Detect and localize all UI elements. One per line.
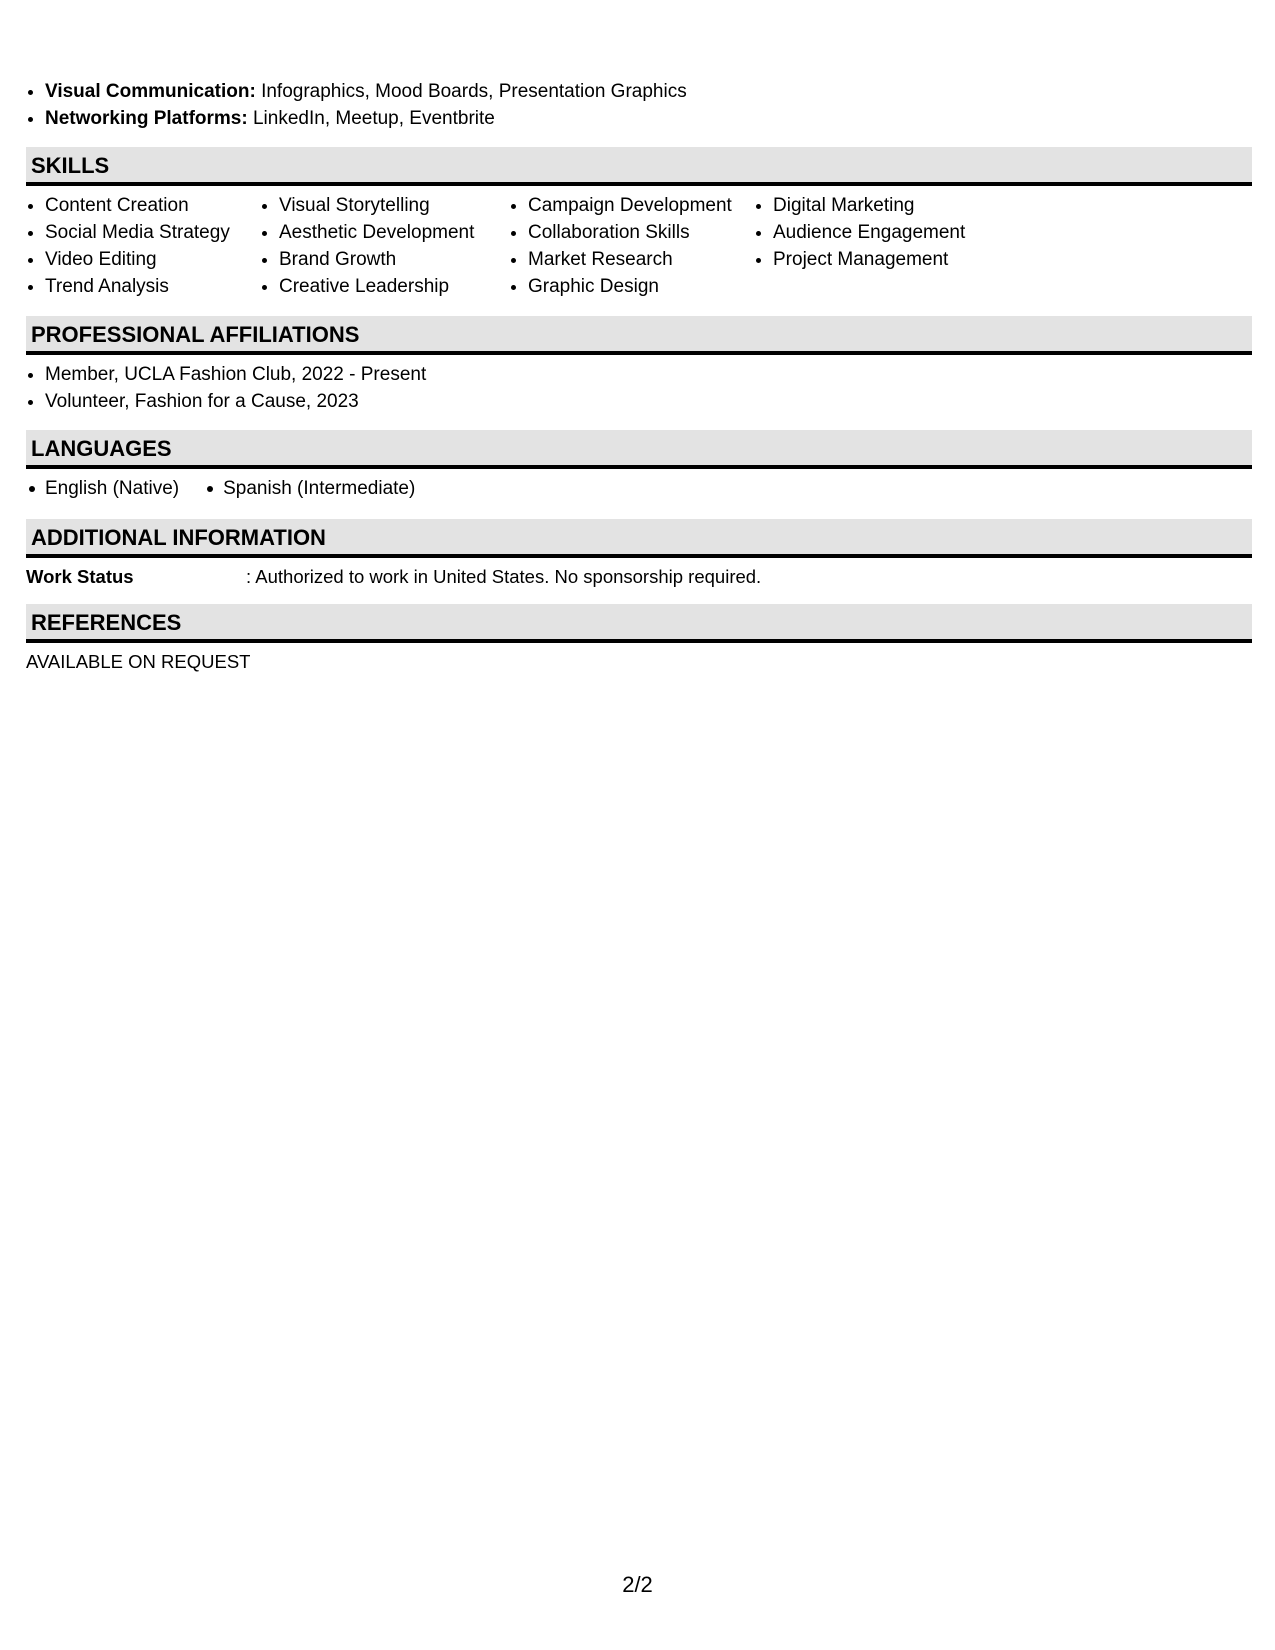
affiliations-list — [26, 361, 1252, 415]
skill-item: • Project Management — [773, 246, 993, 273]
work-status-row — [26, 564, 1252, 590]
list-item — [45, 105, 1252, 132]
skill-item: • Content Creation — [45, 192, 253, 219]
tools-list — [26, 78, 1252, 132]
item-value: Infographics, Mood Boards, Presentation Graphics — [255, 81, 687, 102]
skills-grid — [26, 192, 1252, 300]
work-status-value: : Authorized to work in United States. No sponsorship required. — [246, 566, 762, 587]
skill-item: • Brand Growth — [279, 246, 498, 273]
affiliation-item: • Volunteer, Fashion for a Cause, 2023 — [45, 388, 1252, 415]
additional-info-heading: ADDITIONAL INFORMATION — [26, 519, 1252, 558]
skills-column — [509, 192, 754, 300]
references-text: AVAILABLE ON REQUEST — [26, 651, 251, 672]
skill-item: • Digital Marketing — [773, 192, 993, 219]
skill-item: • Campaign Development — [528, 192, 754, 219]
skill-item: • Audience Engagement — [773, 219, 993, 246]
affiliations-heading: PROFESSIONAL AFFILIATIONS — [26, 316, 1252, 355]
language-item: English (Native) — [26, 475, 179, 502]
skill-item: • Graphic Design — [528, 273, 754, 300]
item-value: LinkedIn, Meetup, Eventbrite — [247, 108, 495, 129]
item-label: Networking Platforms: — [45, 108, 248, 129]
skill-item: • Creative Leadership — [279, 273, 498, 300]
list-item — [45, 78, 1252, 105]
skill-item: • Visual Storytelling — [279, 192, 498, 219]
languages-heading: LANGUAGES — [26, 430, 1252, 469]
languages-list — [26, 475, 1252, 502]
skill-item: • Market Research — [528, 246, 754, 273]
skill-item: • Aesthetic Development — [279, 219, 498, 246]
skill-item: • Video Editing — [45, 246, 253, 273]
resume-page — [26, 78, 1252, 675]
skills-column — [260, 192, 498, 300]
page-number: 2/2 — [622, 1572, 653, 1597]
affiliation-item: • Member, UCLA Fashion Club, 2022 - Present — [45, 361, 1252, 388]
references-heading: REFERENCES — [26, 604, 1252, 643]
language-item: Spanish (Intermediate) — [204, 475, 415, 502]
skills-heading: SKILLS — [26, 147, 1252, 186]
skill-item: • Social Media Strategy — [45, 219, 253, 246]
work-status-label: Work Status — [26, 566, 134, 587]
skill-item: • Trend Analysis — [45, 273, 253, 300]
skills-column — [754, 192, 993, 300]
skill-item: • Collaboration Skills — [528, 219, 754, 246]
skills-column — [26, 192, 253, 300]
item-label: Visual Communication: — [45, 81, 256, 102]
